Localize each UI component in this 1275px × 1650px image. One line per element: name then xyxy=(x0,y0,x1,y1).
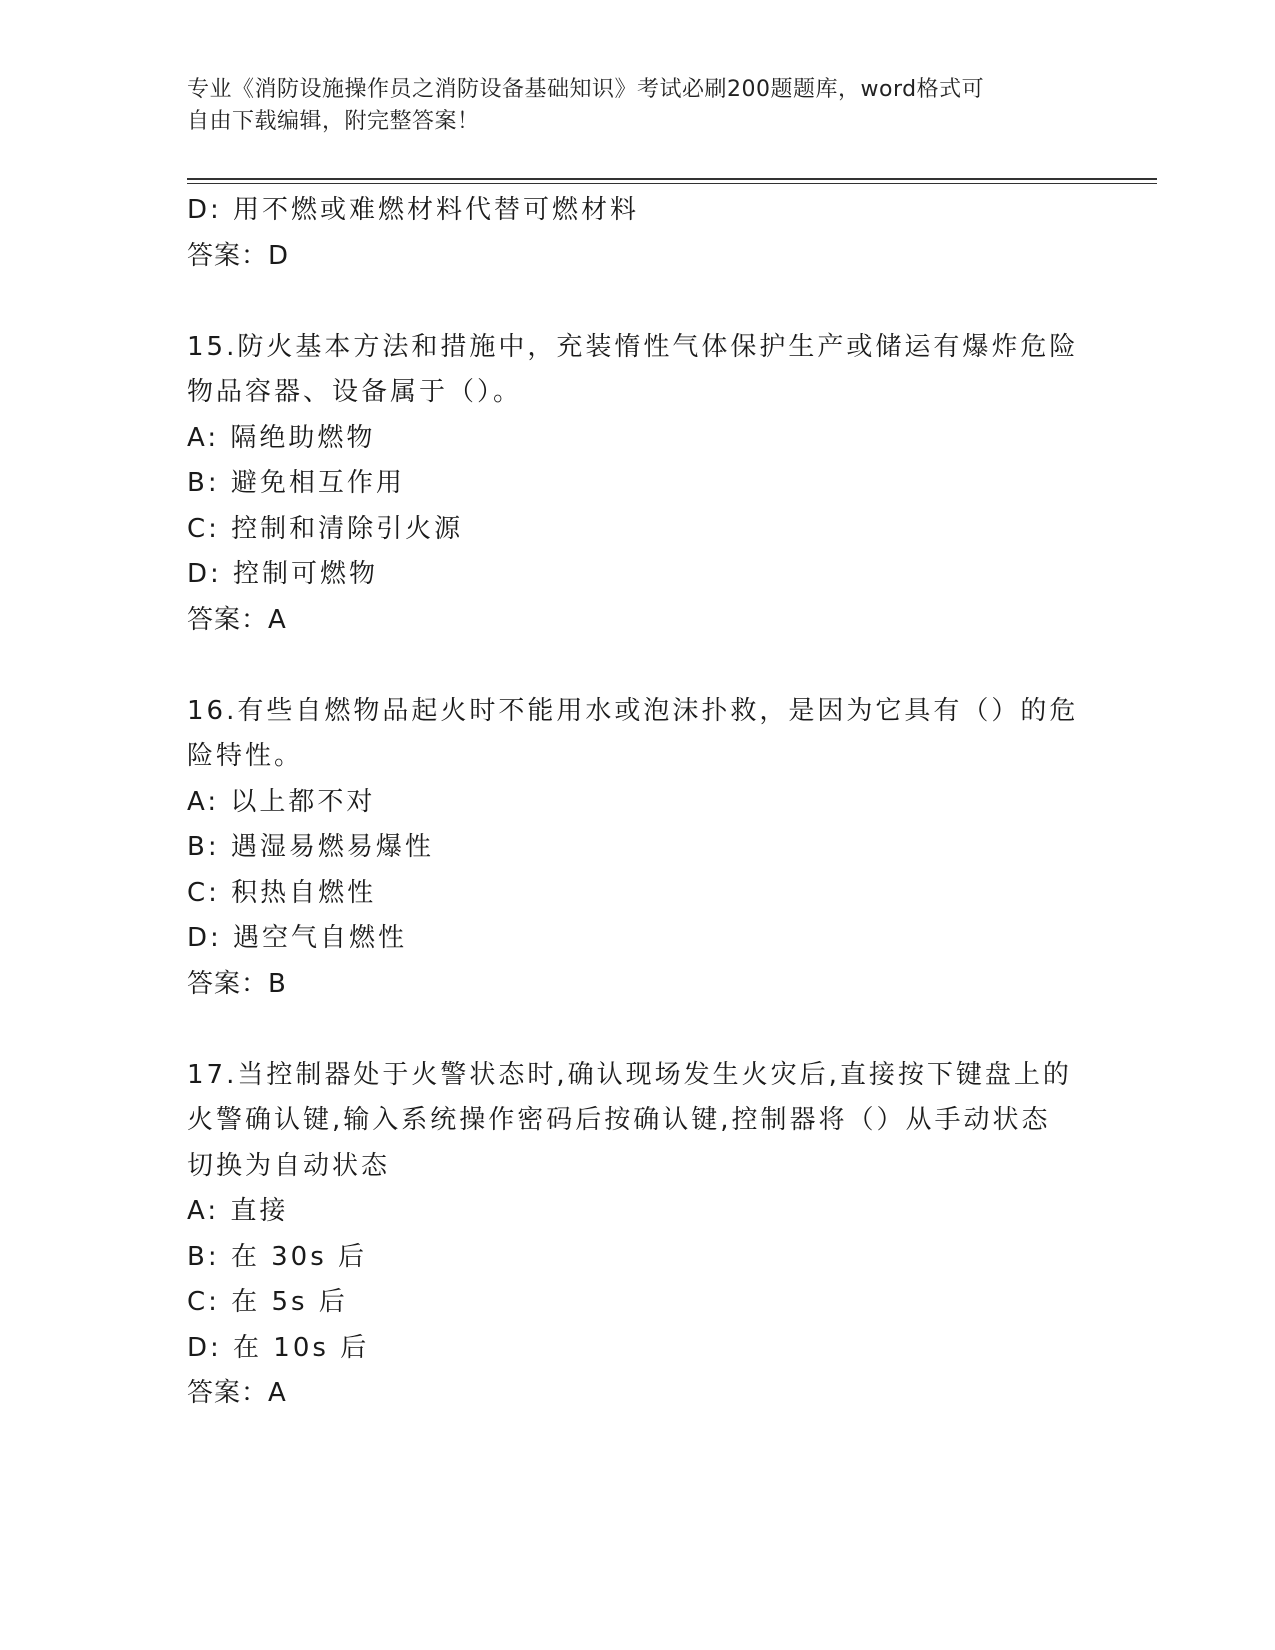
option-b: B: 避免相互作用 xyxy=(187,468,405,498)
page-header xyxy=(187,74,1087,138)
option-a: A: 隔绝助燃物 xyxy=(187,422,376,453)
question-14-tail xyxy=(187,188,1087,279)
question-15 xyxy=(187,325,1087,644)
option-c: C: 控制和清除引火源 xyxy=(187,513,464,544)
answer: 答案：A xyxy=(187,1378,287,1408)
question-stem: 16.有些自燃物品起火时不能用水或泡沫扑救，是因为它具有（）的危 xyxy=(187,695,1079,726)
option-c: C: 积热自燃性 xyxy=(187,877,377,908)
option-d: D: 遇空气自燃性 xyxy=(187,923,408,953)
question-17 xyxy=(187,1053,1087,1417)
question-stem: 15.防火基本方法和措施中，充装惰性气体保护生产或储运有爆炸危险 xyxy=(187,331,1079,362)
header-rule xyxy=(187,178,1157,180)
question-stem: 切换为自动状态 xyxy=(187,1150,391,1181)
question-stem: 17.当控制器处于火警状态时,确认现场发生火灾后,直接按下键盘上的 xyxy=(187,1059,1072,1090)
header-line-1: 专业《消防设施操作员之消防设备基础知识》考试必刷200题题库，word格式可 xyxy=(187,77,985,102)
option-d: D: 控制可燃物 xyxy=(187,559,379,589)
answer: 答案：A xyxy=(187,604,287,635)
question-list xyxy=(187,188,1087,1417)
header-line-2: 自由下载编辑，附完整答案！ xyxy=(187,109,480,134)
option-b: B: 遇湿易燃易爆性 xyxy=(187,832,434,862)
answer: 答案：B xyxy=(187,968,287,999)
option-a: A: 直接 xyxy=(187,1196,289,1226)
option-a: A: 以上都不对 xyxy=(187,786,376,817)
question-16 xyxy=(187,689,1087,1008)
question-stem: 险特性。 xyxy=(187,741,304,771)
option-c: C: 在 5s 后 xyxy=(187,1287,348,1317)
option-b: B: 在 30s 后 xyxy=(187,1241,368,1272)
answer: 答案：D xyxy=(187,240,290,271)
question-stem: 物品容器、设备属于（）。 xyxy=(187,377,523,407)
question-stem: 火警确认键,输入系统操作密码后按确认键,控制器将（）从手动状态 xyxy=(187,1105,1051,1135)
option-d: D: 在 10s 后 xyxy=(187,1332,370,1363)
header-rule-thin xyxy=(187,183,1157,184)
option-d: D: 用不燃或难燃材料代替可燃材料 xyxy=(187,195,640,225)
